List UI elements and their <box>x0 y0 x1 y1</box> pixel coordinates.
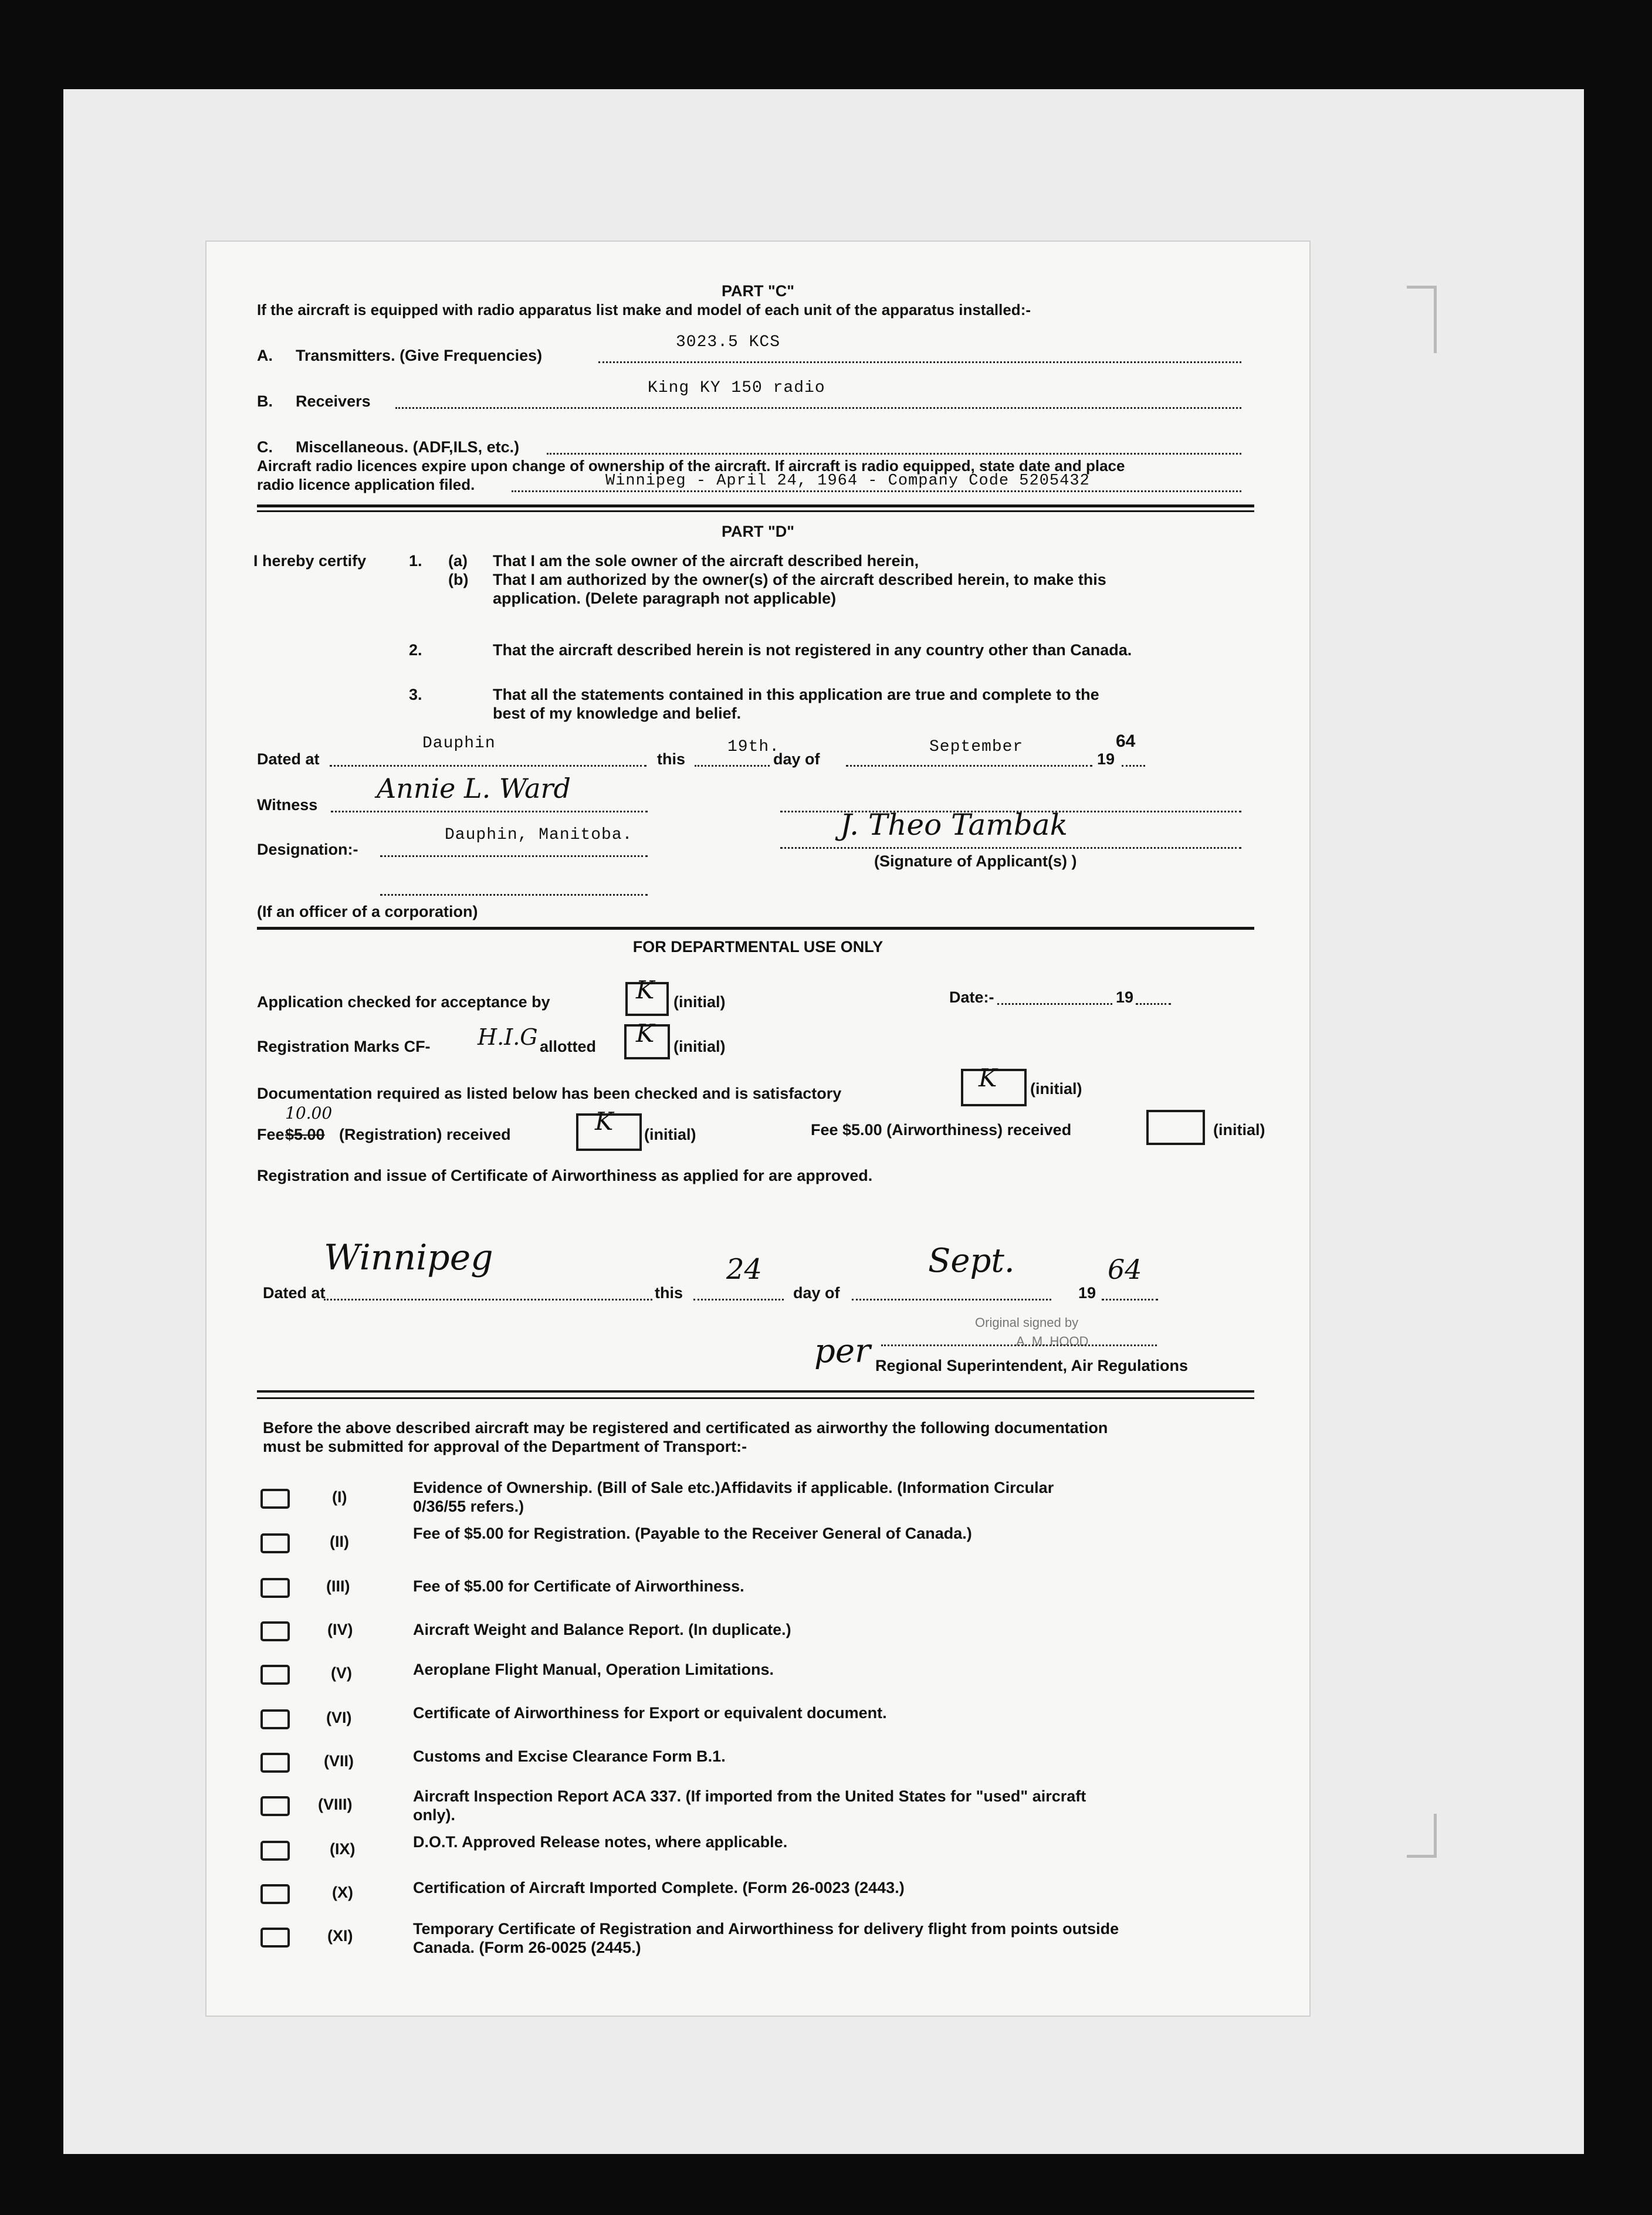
original-signed-stamp: Original signed by <box>975 1315 1079 1330</box>
fee-airworthiness-label: Fee $5.00 (Airworthiness) received <box>811 1121 1072 1139</box>
dated-at-label: Dated at <box>257 750 320 768</box>
checklist-checkbox[interactable] <box>260 1753 290 1773</box>
checklist-text: Aeroplane Flight Manual, Operation Limitations. <box>413 1661 774 1678</box>
clause-3-text: best of my knowledge and belief. <box>493 705 742 722</box>
fee-struck-amount: $5.00 <box>285 1126 325 1143</box>
checklist-checkbox[interactable] <box>260 1709 290 1729</box>
documentation-intro: must be submitted for approval of the Department of Transport:- <box>263 1438 747 1455</box>
witness-label: Witness <box>257 796 318 814</box>
initial-mark: K <box>979 1064 997 1092</box>
this-label: this <box>657 750 686 768</box>
dotted-fill-line <box>395 407 1241 409</box>
dotted-fill-line <box>547 453 1241 455</box>
dotted-fill-line <box>1122 765 1145 767</box>
checklist-text: Certification of Aircraft Imported Complete. (Form 26-0023 (2443.) <box>413 1879 905 1896</box>
checklist-text: 0/36/55 refers.) <box>413 1498 524 1515</box>
clause-letter: (b) <box>448 571 469 588</box>
transmitters-letter: A. <box>257 347 273 364</box>
initial-mark: K <box>636 1019 655 1048</box>
clause-number: 1. <box>409 552 422 570</box>
checklist-checkbox[interactable] <box>260 1578 290 1598</box>
miscellaneous-label: Miscellaneous. (ADF,ILS, etc.) <box>296 438 520 456</box>
dotted-fill-line <box>598 361 1241 363</box>
application-form-page <box>206 242 1309 2016</box>
checklist-checkbox[interactable] <box>260 1928 290 1948</box>
dotted-fill-line <box>380 894 648 896</box>
clause-2-text: That the aircraft described herein is not registered in any country other than Canada. <box>493 641 1132 659</box>
initial-box[interactable] <box>1146 1110 1205 1145</box>
licence-note-line-1: Aircraft radio licences expire upon change of ownership of the aircraft. If aircraft is radio equipped, state date and place <box>257 457 1125 475</box>
receivers-value: King KY 150 radio <box>648 379 825 397</box>
checklist-text: Certificate of Airworthiness for Export or equivalent document. <box>413 1704 887 1722</box>
checklist-checkbox[interactable] <box>260 1841 290 1861</box>
dotted-fill-line <box>693 1299 784 1300</box>
dated-at-value: Winnipeg <box>324 1237 493 1278</box>
checklist-text: Fee of $5.00 for Registration. (Payable to the Receiver General of Canada.) <box>413 1525 972 1542</box>
dotted-fill-line <box>780 847 1241 849</box>
day-of-label: day of <box>793 1284 840 1302</box>
this-label: this <box>655 1284 683 1302</box>
day-of-label: day of <box>773 750 820 768</box>
section-divider <box>257 510 1254 512</box>
checklist-number: (V) <box>331 1664 352 1682</box>
checklist-checkbox[interactable] <box>260 1621 290 1641</box>
part-d-heading: PART "D" <box>721 523 795 540</box>
dotted-fill-line <box>881 1344 1157 1346</box>
licence-note-line-2: radio licence application filed. <box>257 476 475 493</box>
checklist-text: Fee of $5.00 for Certificate of Airworthiness. <box>413 1577 744 1595</box>
approval-statement: Registration and issue of Certificate of Airworthiness as applied for are approved. <box>257 1167 873 1184</box>
frame-corner-mark <box>1407 286 1437 353</box>
dotted-fill-line <box>1136 1003 1171 1005</box>
clause-number: 2. <box>409 641 422 659</box>
dotted-fill-line <box>324 1299 652 1300</box>
day-value: 19th. <box>727 738 780 756</box>
transmitters-label: Transmitters. (Give Frequencies) <box>296 347 543 364</box>
signature-caption: (Signature of Applicant(s) ) <box>874 852 1077 870</box>
receivers-label: Receivers <box>296 392 371 410</box>
registration-marks-label: Registration Marks CF- <box>257 1038 431 1055</box>
initial-caption: (initial) <box>673 1038 726 1055</box>
checklist-number: (I) <box>332 1488 347 1506</box>
designation-value: Dauphin, Manitoba. <box>445 826 633 844</box>
year-prefix: 19 <box>1078 1284 1096 1302</box>
year-prefix: 19 <box>1097 750 1115 768</box>
dotted-fill-line <box>695 765 770 767</box>
clause-1b-text: That I am authorized by the owner(s) of the aircraft described herein, to make this <box>493 571 1106 588</box>
checklist-number: (VII) <box>324 1752 354 1770</box>
original-signed-name: A. M. HOOD <box>1016 1334 1089 1349</box>
transmitters-value: 3023.5 KCS <box>676 333 781 351</box>
day-value: 24 <box>726 1253 763 1286</box>
section-divider <box>257 504 1254 507</box>
dotted-fill-line <box>997 1003 1112 1005</box>
dated-at-label: Dated at <box>263 1284 326 1302</box>
checklist-number: (VIII) <box>318 1796 353 1813</box>
applicant-signature: J. Theo Tambak <box>840 808 1068 842</box>
dotted-fill-line <box>331 811 648 812</box>
dotted-fill-line <box>852 1299 1051 1300</box>
documentation-intro: Before the above described aircraft may be registered and certificated as airworthy the following documentation <box>263 1419 1108 1437</box>
checklist-checkbox[interactable] <box>260 1796 290 1816</box>
officer-note: (If an officer of a corporation) <box>257 903 478 920</box>
clause-1a-text: That I am the sole owner of the aircraft described herein, <box>493 552 919 570</box>
checklist-number: (IV) <box>327 1621 353 1638</box>
checklist-text: Customs and Excise Clearance Form B.1. <box>413 1747 726 1765</box>
fee-label: Fee <box>257 1126 285 1143</box>
licence-value: Winnipeg - April 24, 1964 - Company Code 5205432 <box>605 472 1090 490</box>
frame-corner-mark <box>1407 1814 1437 1858</box>
date-label: Date:- <box>949 988 994 1006</box>
departmental-heading: FOR DEPARTMENTAL USE ONLY <box>632 938 883 956</box>
checklist-text: only). <box>413 1806 455 1824</box>
clause-3-text: That all the statements contained in this application are true and complete to the <box>493 686 1099 703</box>
section-divider <box>257 1390 1254 1393</box>
fee-registration-label: (Registration) received <box>339 1126 511 1143</box>
checked-acceptance-label: Application checked for acceptance by <box>257 993 550 1011</box>
part-c-heading: PART "C" <box>721 282 795 300</box>
certify-label: I hereby certify <box>253 552 367 570</box>
allotted-label: allotted <box>540 1038 597 1055</box>
dotted-fill-line <box>330 765 646 767</box>
checklist-text: Evidence of Ownership. (Bill of Sale etc.)Affidavits if applicable. (Information Circular <box>413 1479 1054 1496</box>
date-year-prefix: 19 <box>1116 988 1134 1006</box>
checklist-number: (III) <box>326 1577 350 1595</box>
checklist-number: (VI) <box>326 1709 352 1726</box>
month-value: September <box>929 738 1024 756</box>
superintendent-initials: per <box>814 1332 871 1370</box>
initial-caption: (initial) <box>1213 1121 1265 1139</box>
clause-letter: (a) <box>448 552 468 570</box>
fee-corrected-amount: 10.00 <box>285 1103 333 1123</box>
checklist-checkbox[interactable] <box>260 1533 290 1553</box>
section-divider <box>257 927 1254 930</box>
checklist-text: Temporary Certificate of Registration and Airworthiness for delivery flight from points outside <box>413 1920 1119 1938</box>
section-divider <box>257 1397 1254 1399</box>
dotted-fill-line <box>512 490 1241 492</box>
part-c-intro: If the aircraft is equipped with radio apparatus list make and model of each unit of the apparatus installed:- <box>257 301 1031 319</box>
checklist-text: Aircraft Inspection Report ACA 337. (If imported from the United States for "used" aircraft <box>413 1787 1086 1805</box>
checklist-text: Aircraft Weight and Balance Report. (In duplicate.) <box>413 1621 791 1638</box>
checklist-checkbox[interactable] <box>260 1489 290 1509</box>
checklist-number: (XI) <box>327 1927 353 1945</box>
checklist-number: (II) <box>330 1533 349 1550</box>
month-value: Sept. <box>928 1242 1015 1280</box>
checklist-checkbox[interactable] <box>260 1884 290 1904</box>
clause-number: 3. <box>409 686 422 703</box>
initial-caption: (initial) <box>673 993 726 1011</box>
checklist-checkbox[interactable] <box>260 1665 290 1685</box>
superintendent-title: Regional Superintendent, Air Regulations <box>875 1357 1189 1374</box>
checklist-number: (X) <box>332 1884 353 1901</box>
dated-at-value: Dauphin <box>422 734 496 753</box>
checklist-number: (IX) <box>330 1840 356 1858</box>
dotted-fill-line <box>846 765 1092 767</box>
checklist-text: D.O.T. Approved Release notes, where applicable. <box>413 1833 788 1851</box>
designation-label: Designation:- <box>257 841 358 858</box>
registration-marks-value: H.I.G <box>478 1024 538 1050</box>
year-value: 64 <box>1116 731 1136 751</box>
initial-mark: K <box>636 976 655 1004</box>
documentation-checked-label: Documentation required as listed below has been checked and is satisfactory <box>257 1085 842 1102</box>
miscellaneous-letter: C. <box>257 438 273 456</box>
witness-signature: Annie L. Ward <box>377 773 571 804</box>
clause-1b-text: application. (Delete paragraph not applicable) <box>493 590 837 607</box>
receivers-letter: B. <box>257 392 273 410</box>
checklist-text: Canada. (Form 26-0025 (2445.) <box>413 1939 641 1956</box>
initial-caption: (initial) <box>1030 1080 1082 1098</box>
initial-caption: (initial) <box>644 1126 696 1143</box>
year-value: 64 <box>1108 1254 1142 1285</box>
dotted-fill-line <box>380 855 648 857</box>
initial-mark: K <box>595 1107 614 1136</box>
dotted-fill-line <box>1102 1299 1158 1300</box>
